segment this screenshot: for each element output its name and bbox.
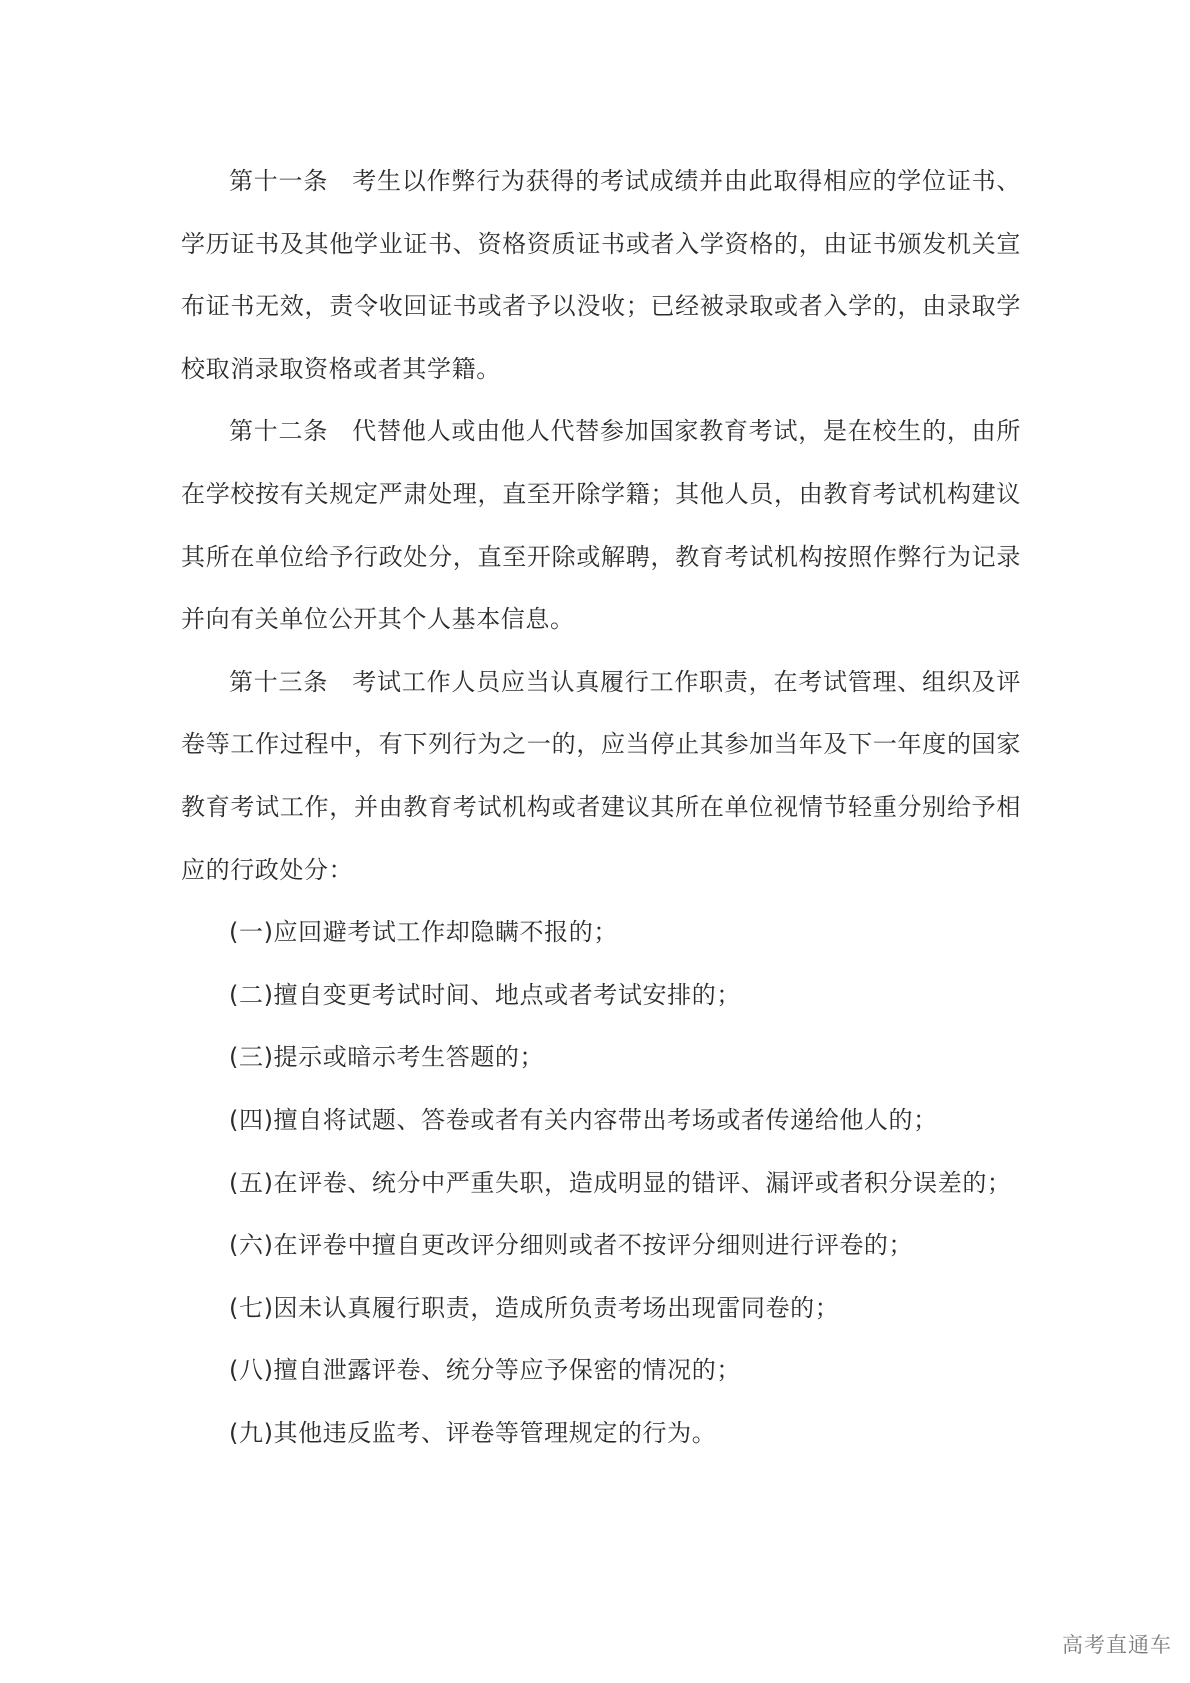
article-12-title: 第十二条 [229, 417, 329, 446]
article-11-text: 考生以作弊行为获得的考试成绩并由此取得相应的学位证书、学历证书及其他学业证书、资格资质证书或者入学资格的，由证书颁发机关宣布证书无效，责令收回证书或者予以没收；已经被录取或者入学的，由录取学校取消录取资格或者其学籍。 [181, 167, 1022, 383]
article-11 [181, 150, 1021, 400]
list-item: (六)在评卷中擅自更改评分细则或者不按评分细则进行评卷的； [229, 1231, 914, 1260]
watermark-text: 高考直通车 [1062, 1633, 1172, 1657]
article-11-title: 第十一条 [229, 167, 329, 195]
list-item: (二)擅自变更考试时间、地点或者考试安排的； [229, 980, 741, 1009]
list-item: (五)在评卷、统分中严重失职，造成明显的错评、漏评或者积分误差的； [229, 1168, 1012, 1197]
list-item: (一)应回避考试工作却隐瞒不报的； [229, 918, 618, 947]
article-13-title: 第十三条 [229, 667, 329, 696]
list-item: (八)擅自泄露评卷、统分等应予保密的情况的； [229, 1356, 741, 1385]
list-item: (九)其他违反监考、评卷等管理规定的行为。 [229, 1418, 717, 1447]
article-13 [181, 651, 1021, 901]
list-item: (四)擅自将试题、答卷或者有关内容带出考场或者传递给他人的； [229, 1105, 938, 1134]
article-12 [181, 400, 1021, 650]
list-item: (三)提示或暗示考生答题的； [229, 1043, 545, 1072]
article-12-text: 代替他人或由他人代替参加国家教育考试，是在校生的，由所在学校按有关规定严肃处理，直至开除学籍；其他人员，由教育考试机构建议其所在单位给予行政处分，直至开除或解聘，教育考试机构按照作弊行为记录并向有关单位公开其个人基本信息。 [181, 417, 1022, 634]
document-body [181, 150, 1021, 1464]
list-item: (七)因未认真履行职责，造成所负责考场出现雷同卷的； [229, 1293, 840, 1322]
article-13-text: 考试工作人员应当认真履行工作职责，在考试管理、组织及评卷等工作过程中，有下列行为之一的，应当停止其参加当年及下一年度的国家教育考试工作，并由教育考试机构或者建议其所在单位视情节轻重分别给予相应的行政处分： [181, 667, 1022, 884]
